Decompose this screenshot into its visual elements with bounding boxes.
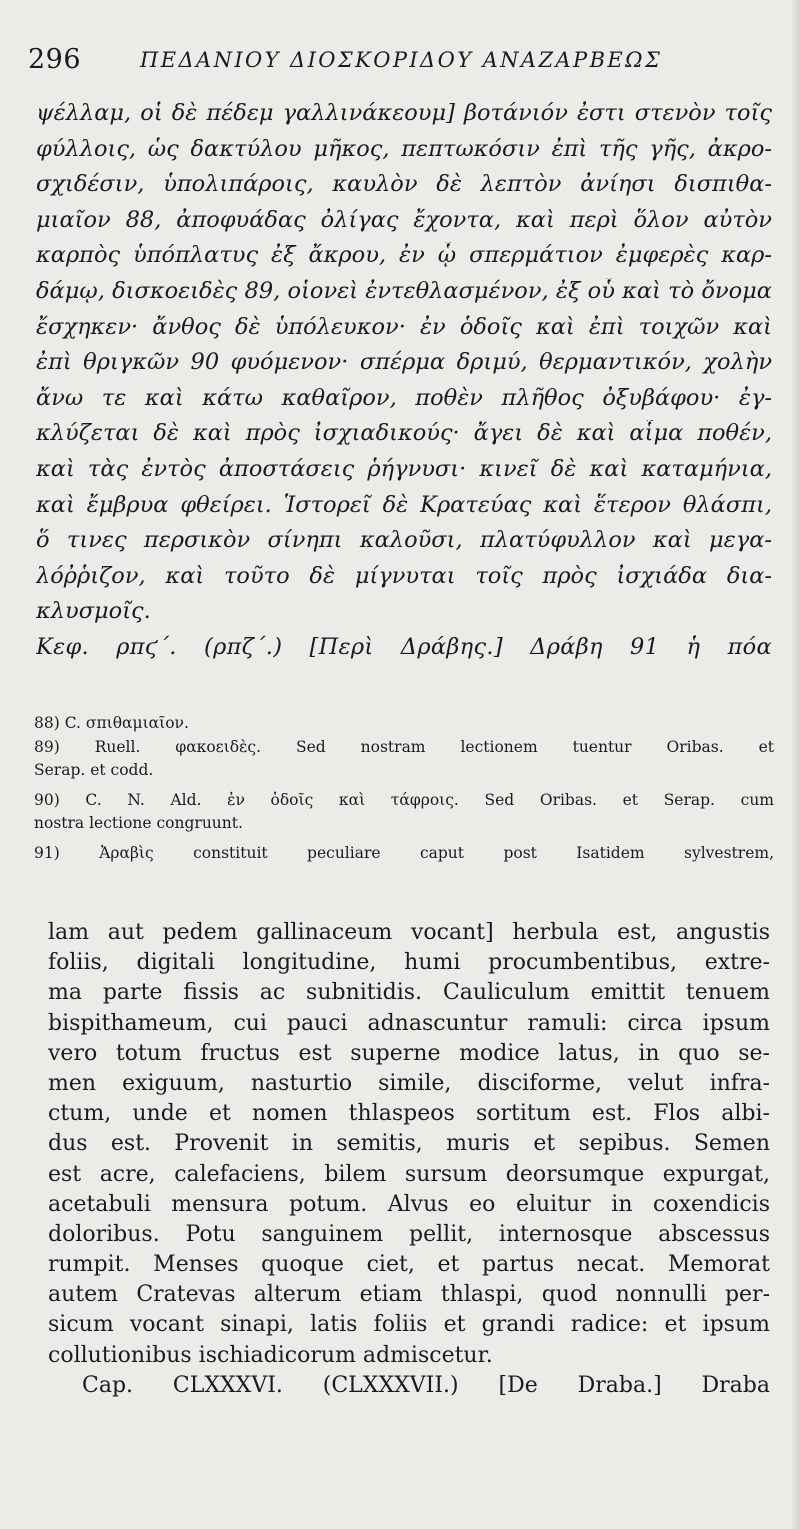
running-title: ΠΕΔΑΝΙΟΥ ΔΙΟΣΚΟΡΙΔΟΥ ΑΝΑΖΑΡΒΕΩΣ: [140, 48, 663, 72]
greek-line: ἄνω τε καὶ κάτω καθαῖρον, ποθὲν πλῆθος ὀξυβάφου· ἐγ-: [36, 384, 772, 411]
latin-line: sicum vocant sinapi, latis foliis et grandi radice: et ipsum: [48, 1312, 770, 1338]
latin-line: ma parte fissis ac subnitidis. Cauliculum emittit tenuem: [48, 980, 770, 1006]
footnote-line: Serap. et codd.: [34, 761, 154, 780]
running-head: [24, 44, 778, 78]
latin-line: foliis, digitali longitudine, humi procumbentibus, extre-: [48, 950, 770, 976]
greek-line: φύλλοις, ὡς δακτύλου μῆκος, πεπτωκόσιν ἐπὶ τῆς γῆς, ἀκρο-: [36, 135, 772, 162]
greek-line: λόῤῥιζον, καὶ τοῦτο δὲ μίγνυται τοῖς πρὸς ἰσχιάδα δια-: [36, 562, 772, 589]
footnote-line: 90) C. N. Ald. ἐν ὁδοῖς καὶ τάφροις. Sed Oribas. et Serap. cum: [34, 790, 774, 809]
greek-line: δάμῳ, δισκοειδὲς 89, οἱονεὶ ἐντεθλασμένον, ἐξ οὗ καὶ τὸ ὄνομα: [36, 277, 772, 304]
latin-text-block: [48, 920, 770, 1403]
latin-line: doloribus. Potu sanguinem pellit, internosque abscessus: [48, 1221, 770, 1247]
latin-line: autem Cratevas alterum etiam thlaspi, quod nonnulli per-: [48, 1282, 770, 1308]
page-number: 296: [28, 44, 82, 75]
footnotes-block: [34, 714, 774, 868]
page-edge-shadow: [790, 0, 800, 1529]
latin-line: men exiguum, nasturtio simile, disciforme, velut infra-: [48, 1070, 770, 1096]
latin-line: dus est. Provenit in semitis, muris et sepibus. Semen: [48, 1131, 770, 1157]
greek-text-block: [36, 100, 772, 670]
latin-line: rumpit. Menses quoque ciet, et partus necat. Memorat: [48, 1252, 770, 1278]
greek-line: ἐπὶ θριγκῶν 90 φυόμενον· σπέρμα δριμύ, θερμαντικόν, χολὴν: [36, 349, 772, 376]
greek-line: κλυσμοῖς.: [36, 598, 151, 625]
greek-chapter-heading: Κεφ. ρπϛ΄. (ρπζ΄.) [Περὶ Δράβης.] Δράβη 91 ἡ πόα: [36, 633, 772, 660]
latin-line: lam aut pedem gallinaceum vocant] herbula est, angustis: [48, 920, 770, 945]
latin-line: collutionibus ischiadicorum admiscetur.: [48, 1342, 493, 1368]
greek-line: μιαῖον 88, ἀποφυάδας ὀλίγας ἔχοντα, καὶ περὶ ὅλον αὐτὸν: [36, 206, 772, 233]
greek-line: καρπὸς ὑπόπλατυς ἐξ ἄκρου, ἐν ᾧ σπερμάτιον ἐμφερὲς καρ-: [36, 242, 772, 269]
greek-line: ὅ τινες περσικὸν σίνηπι καλοῦσι, πλατύφυλλον καὶ μεγα-: [36, 527, 772, 554]
latin-line: vero totum fructus est superne modice latus, in quo se-: [48, 1040, 770, 1066]
footnote-line: 91) Ἀραβὶς constituit peculiare caput post Isatidem sylvestrem,: [34, 843, 774, 862]
greek-line: ψέλλαμ, οἱ δὲ πέδεμ γαλλινάκεουμ] βοτάνιόν ἐστι στενὸν τοῖς: [36, 100, 772, 126]
latin-line: bispithameum, cui pauci adnascuntur ramuli: circa ipsum: [48, 1010, 770, 1036]
footnote-line: 88) C. σπιθαμιαῖον.: [34, 714, 189, 732]
latin-chapter-heading: Cap. CLXXXVI. (CLXXXVII.) [De Draba.] Draba: [82, 1372, 770, 1398]
latin-line: ctum, unde et nomen thlaspeos sortitum est. Flos albi-: [48, 1101, 770, 1127]
latin-line: est acre, calefaciens, bilem sursum deorsumque expurgat,: [48, 1161, 770, 1187]
greek-line: καὶ ἔμβρυα φθείρει. Ἱστορεῖ δὲ Κρατεύας καὶ ἕτερον θλάσπι,: [36, 491, 772, 518]
latin-line: acetabuli mensura potum. Alvus eo eluitur in coxendicis: [48, 1191, 770, 1217]
greek-line: σχιδέσιν, ὑπολιπάροις, καυλὸν δὲ λεπτὸν ἀνίησι δισπιθα-: [36, 171, 772, 198]
greek-line: κλύζεται δὲ καὶ πρὸς ἰσχιαδικούς· ἄγει δὲ καὶ αἷμα ποθέν,: [36, 420, 772, 447]
footnote-line: 89) Ruell. φακοειδὲς. Sed nostram lectionem tuentur Oribas. et: [34, 737, 774, 756]
greek-line: καὶ τὰς ἐντὸς ἀποστάσεις ῥήγνυσι· κινεῖ δὲ καὶ καταμήνια,: [36, 455, 772, 482]
greek-line: ἔσχηκεν· ἄνθος δὲ ὑπόλευκον· ἐν ὁδοῖς καὶ ἐπὶ τοιχῶν καὶ: [36, 313, 772, 340]
footnote-line: nostra lectione congruunt.: [34, 814, 243, 833]
